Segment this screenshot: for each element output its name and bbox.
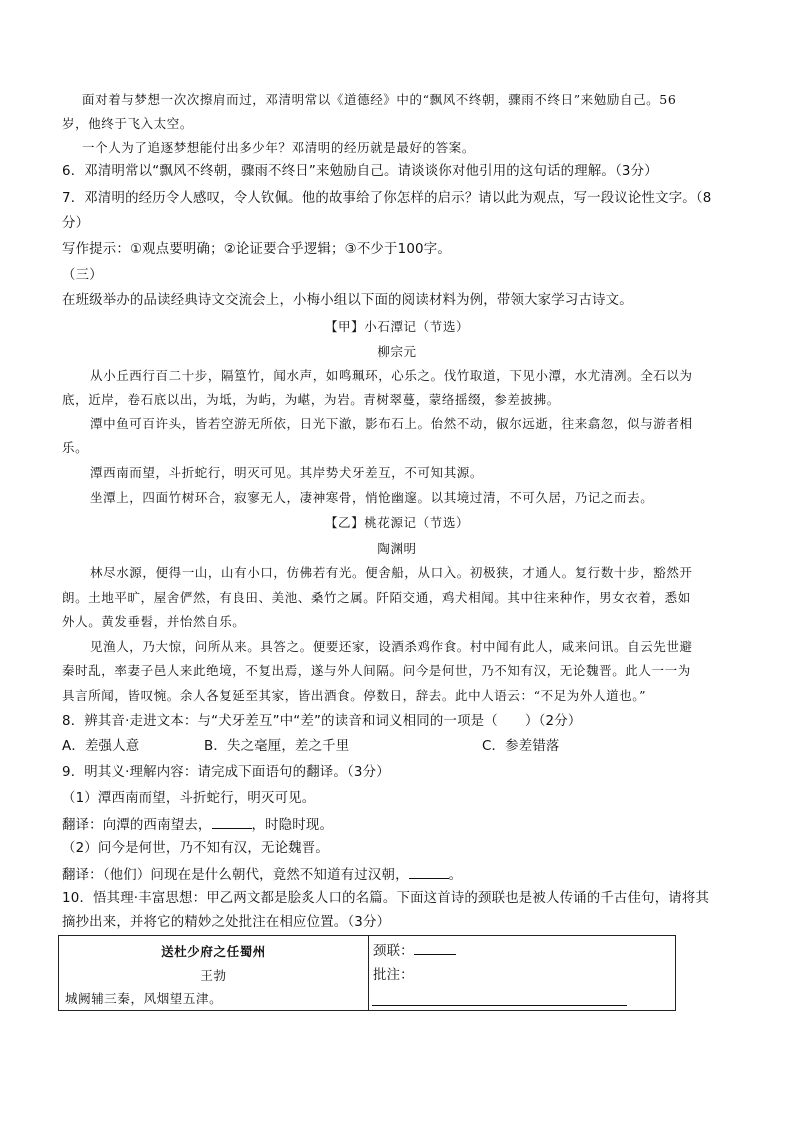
q8-option-b: B．失之毫厘，差之千里 xyxy=(204,739,350,754)
jia-line: 底，近岸，卷石底以出，为坻，为屿，为嵁，为岩。青树翠蔓，蒙络摇缀，参差披拂。 xyxy=(62,392,560,407)
yi-line: 外人。黄发垂髫，并怡然自乐。 xyxy=(62,614,246,629)
neck-couplet-label: 颈联： xyxy=(373,944,414,959)
jia-line: 从小丘西行百二十步，隔篁竹，闻水声，如鸣珮环，心乐之。伐竹取道，下见小潭，水尤清冽。全石以为 xyxy=(90,368,693,383)
jia-author: 柳宗元 xyxy=(377,344,417,359)
writing-hint: 写作提示：①观点要明确；②论证要合乎逻辑；③不少于100字。 xyxy=(62,242,451,257)
yi-line: 具言所闻，皆叹惋。余人各复延至其家，皆出酒食。停数日，辞去。此中人语云：“不足为外人道也。” xyxy=(62,688,647,703)
question-7-line2: 分） xyxy=(62,216,90,231)
yi-line: 见渔人，乃大惊，问所从来。具答之。便要还家，设酒杀鸡作食。村中闻有此人，咸来问讯。自云先世避 xyxy=(90,639,693,654)
section-intro: 在班级举办的品读经典诗文交流会上，小梅小组以下面的阅读材料为例，带领大家学习古诗文。 xyxy=(62,293,633,308)
neck-couplet-row xyxy=(373,940,456,962)
question-8: 8．辨其音·走进文本：与“犬牙差互”中“差”的读音和词义相同的一项是（ ）（2分） xyxy=(62,714,582,729)
jia-line: 坐潭上，四面竹树环合，寂寥无人，凄神寒骨，悄怆幽邃。以其境过清，不可久居，乃记之而去。 xyxy=(90,490,654,505)
poem-author: 王勃 xyxy=(200,968,227,983)
question-9: 9．明其义·理解内容：请完成下面语句的翻译。（3分） xyxy=(62,765,390,780)
annotation-label: 批注： xyxy=(373,968,414,983)
poem-annotation-table xyxy=(58,935,676,1011)
question-7-line1: 7．邓清明的经历令人感叹，令人钦佩。他的故事给了你怎样的启示？请以此为观点，写一段议论性文字。（8 xyxy=(62,191,712,206)
jia-line: 潭中鱼可百许头，皆若空游无所依，日光下澈，影布石上。佁然不动，俶尔远逝，往来翕忽，似与游者相 xyxy=(90,416,693,431)
q9-translation-1 xyxy=(62,814,333,836)
passage-line: 面对着与梦想一次次擦肩而过，邓清明常以《道德经》中的“飘风不终朝，骤雨不终日”来勉励自己。56 xyxy=(82,92,677,107)
passage-line: 一个人为了追逐梦想能付出多少年？邓清明的经历就是最好的答案。 xyxy=(82,140,476,155)
section-heading: （三） xyxy=(62,268,103,283)
answer-blank[interactable] xyxy=(409,864,449,879)
q8-option-a: A．差强人意 xyxy=(62,739,140,754)
q9-sentence-1: （1）潭西南而望，斗折蛇行，明灭可见。 xyxy=(62,791,316,806)
passage-line: 岁，他终于飞入太空。 xyxy=(62,116,194,131)
q9-sentence-2: （2）问今是何世，乃不知有汉，无论魏晋。 xyxy=(62,841,329,856)
yi-line: 林尽水源，便得一山，山有小口，仿佛若有光。便舍船，从口入。初极狭，才通人。复行数十步，豁然开 xyxy=(90,565,693,580)
q9-translation-1-suffix: ，时隐时现。 xyxy=(251,818,334,833)
q9-translation-2-prefix: 翻译：（他们）问现在是什么朝代，竟然不知道有过汉朝， xyxy=(62,868,409,883)
jia-title: 【甲】小石潭记（节选） xyxy=(324,319,470,334)
poem-line: 城阙辅三秦，风烟望五津。 xyxy=(65,991,223,1006)
jia-line: 乐。 xyxy=(62,440,89,455)
q9-translation-2-suffix: 。 xyxy=(448,868,463,883)
question-10-line2: 摘抄出来，并将它的精妙之处批注在相应位置。（3分） xyxy=(62,915,391,930)
answer-blank[interactable] xyxy=(414,940,456,955)
yi-author: 陶渊明 xyxy=(377,541,417,556)
q9-translation-1-prefix: 翻译：向潭的西南望去， xyxy=(62,818,212,833)
yi-title: 【乙】桃花源记（节选） xyxy=(324,515,470,530)
poem-title: 送杜少府之任蜀州 xyxy=(161,944,266,959)
yi-line: 朗。土地平旷，屋舍俨然，有良田、美池、桑竹之属。阡陌交通，鸡犬相闻。其中往来种作，男女衣着，悉如 xyxy=(62,590,691,605)
question-10-line1: 10．悟其理·丰富思想：甲乙两文都是脍炙人口的名篇。下面这首诗的颈联也是被人传诵的千古佳句，请将其 xyxy=(62,891,710,906)
answer-blank[interactable] xyxy=(212,814,252,829)
q9-translation-2 xyxy=(62,864,462,886)
annotation-answer-line[interactable] xyxy=(372,1005,627,1006)
jia-line: 潭西南而望，斗折蛇行，明灭可见。其岸势犬牙差互，不可知其源。 xyxy=(90,465,484,480)
answer-cell xyxy=(369,936,675,1010)
poem-cell xyxy=(59,936,368,1010)
yi-line: 秦时乱，率妻子邑人来此绝境，不复出焉，遂与外人间隔。问今是何世，乃不知有汉，无论魏晋。此人一一为 xyxy=(62,663,691,678)
question-6: 6．邓清明常以“飘风不终朝，骤雨不终日”来勉励自己。请谈谈你对他引用的这句话的理解。（3分） xyxy=(62,164,658,179)
q8-option-c: C．参差错落 xyxy=(482,739,560,754)
